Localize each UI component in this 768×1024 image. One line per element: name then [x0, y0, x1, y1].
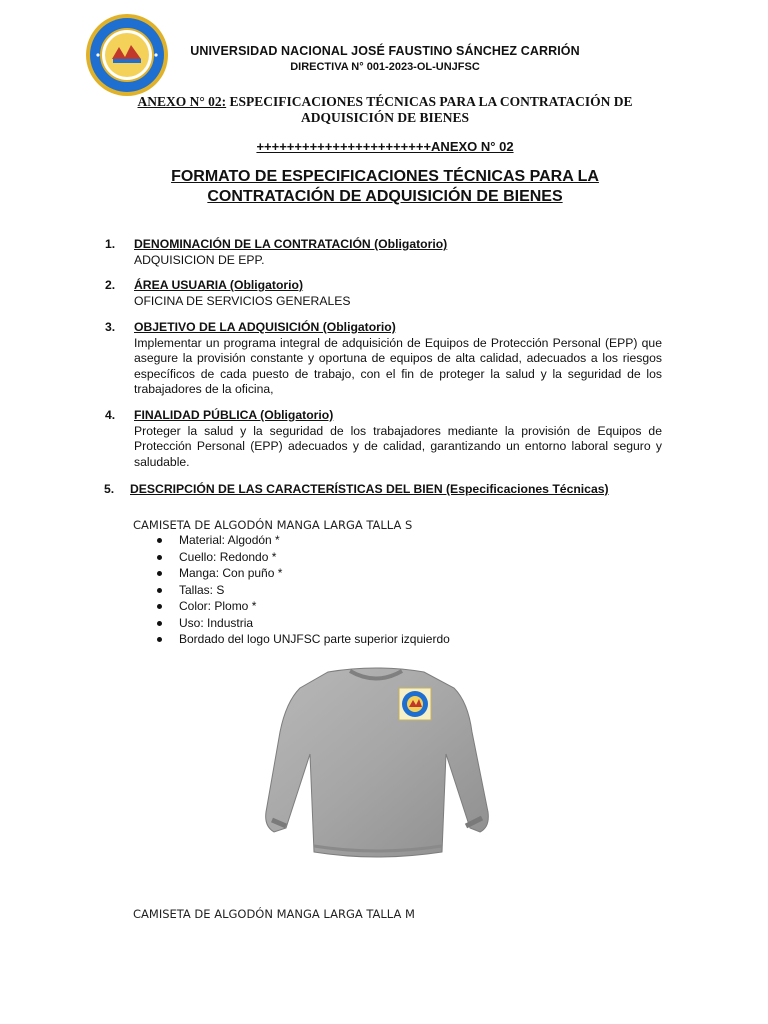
section-5: [104, 482, 609, 496]
bullet-icon: [157, 604, 162, 609]
spec-item: Color: Plomo *: [133, 598, 450, 615]
section-heading: DENOMINACIÓN DE LA CONTRATACIÓN (Obligatorio): [134, 237, 448, 251]
section-text: Proteger la salud y la seguridad de los trabajadores mediante la provisión de Equipos de Protección Personal (EPP) adecuados y de calidad, garantizando un entorno laboral seguro y saludable.: [134, 423, 662, 469]
format-title-line2: CONTRATACIÓN DE ADQUISICIÓN DE BIENES: [207, 188, 563, 205]
spec-item: Manga: Con puño *: [133, 565, 450, 582]
section-number: 1.: [105, 237, 116, 251]
section-heading: DESCRIPCIÓN DE LAS CARACTERÍSTICAS DEL BIEN (Especificaciones Técnicas): [130, 482, 609, 496]
section-3: [105, 320, 662, 398]
annex-plus-line: +++++++++++++++++++++++ANEXO N° 02: [256, 139, 514, 154]
section-heading: ÁREA USUARIA (Obligatorio): [134, 278, 304, 292]
section-heading: FINALIDAD PÚBLICA (Obligatorio): [134, 408, 334, 422]
bullet-icon: [157, 621, 162, 626]
bullet-icon: [157, 555, 162, 560]
item-title: CAMISETA DE ALGODÓN MANGA LARGA TALLA S: [133, 518, 413, 532]
long-sleeve-shirt-image: [258, 662, 494, 862]
section-text: ADQUISICION DE EPP.: [134, 252, 265, 267]
bullet-icon: [157, 571, 162, 576]
spec-item: Bordado del logo UNJFSC parte superior izquierdo: [133, 631, 450, 648]
annex-title-line2: ADQUISICIÓN DE BIENES: [300, 110, 470, 125]
section-text: Implementar un programa integral de adquisición de Equipos de Protección Personal (EPP) que asegure la provisión constante y oportuna de equipos de alta calidad, adecuados a los riesgos específicos de cada puesto de trabajo, con el fin de proteger la salud y la seguridad de los trabajadores de la oficina,: [134, 335, 662, 396]
section-number: 2.: [105, 278, 116, 292]
bullet-icon: [157, 538, 162, 543]
section-4: [105, 408, 662, 470]
spec-item: Tallas: S: [133, 582, 450, 599]
annex-title: [100, 94, 670, 126]
annex-title-line1: ESPECIFICACIONES TÉCNICAS PARA LA CONTRATACIÓN DE: [226, 94, 633, 109]
section-2: [105, 278, 662, 309]
annex-label: ANEXO N° 02:: [137, 94, 227, 109]
bullet-icon: [157, 588, 162, 593]
format-title: [100, 167, 670, 207]
university-name: UNIVERSIDAD NACIONAL JOSÉ FAUSTINO SÁNCHEZ CARRIÓN: [190, 44, 580, 58]
spec-item: Uso: Industria: [133, 615, 450, 632]
spec-item: Material: Algodón *: [133, 532, 450, 549]
university-seal-icon: [85, 13, 169, 97]
section-number: 4.: [105, 408, 116, 422]
directive-number: DIRECTIVA N° 001-2023-OL-UNJFSC: [290, 61, 480, 73]
document-header: [170, 44, 600, 73]
section-number: 5.: [104, 482, 115, 496]
format-title-line1: FORMATO DE ESPECIFICACIONES TÉCNICAS PARA LA: [171, 168, 599, 185]
section-number: 3.: [105, 320, 116, 334]
bullet-icon: [157, 637, 162, 642]
spec-item: Cuello: Redondo *: [133, 549, 450, 566]
section-text: OFICINA DE SERVICIOS GENERALES: [134, 293, 351, 308]
item-title: CAMISETA DE ALGODÓN MANGA LARGA TALLA M: [133, 907, 415, 921]
section-heading: OBJETIVO DE LA ADQUISICIÓN (Obligatorio): [134, 320, 396, 334]
section-1: [105, 237, 662, 268]
spec-list: [133, 532, 450, 648]
